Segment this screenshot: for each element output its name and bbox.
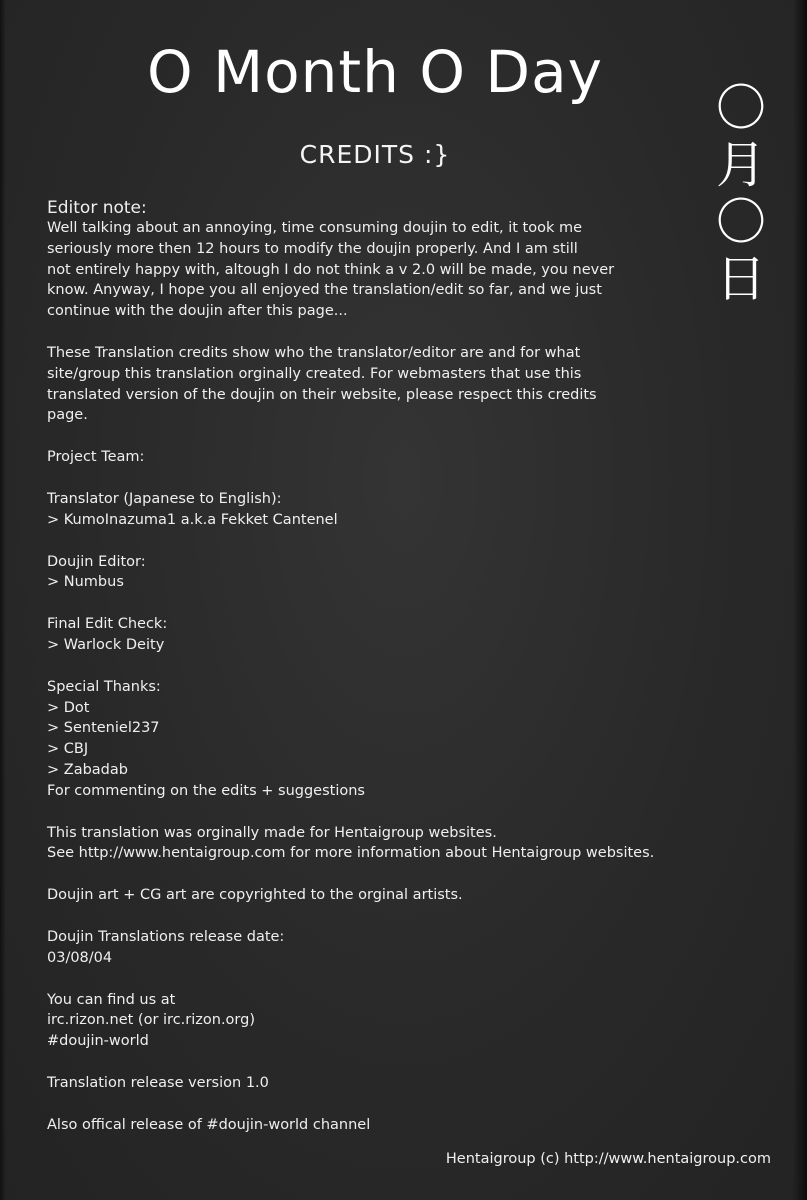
editor-note-line: Well talking about an annoying, time consuming doujin to edit, it took me: [47, 220, 583, 236]
credits-body: [47, 198, 747, 1136]
origin-line: This translation was orginally made for Hentaigroup websites.: [47, 824, 497, 841]
origin-line: See http://www.hentaigroup.com for more information about Hentaigroup websites.: [47, 845, 655, 862]
version-line: Translation release version 1.0: [47, 1074, 269, 1091]
special-thanks-name: > Dot: [47, 699, 90, 716]
contact-label: You can find us at: [47, 991, 176, 1008]
date-glyph-1: 〇: [716, 79, 766, 137]
editor-note-line: not entirely happy with, altough I do not think a v 2.0 will be made, you never: [47, 261, 615, 278]
release-date: 03/08/04: [47, 949, 113, 966]
special-thanks-name: > CBJ: [47, 741, 89, 758]
spacer: [47, 656, 747, 677]
special-thanks-name: > Zabadab: [47, 761, 128, 778]
spacer: [47, 468, 747, 489]
left-edge-shadow: [0, 0, 6, 1200]
spacer: [47, 1094, 747, 1115]
contact-channel: #doujin-world: [47, 1033, 149, 1050]
official-release-line: Also offical release of #doujin-world channel: [47, 1116, 371, 1133]
editor-name: > Numbus: [47, 574, 124, 591]
date-glyph-3: 〇: [716, 193, 766, 251]
spacer: [47, 1052, 747, 1073]
date-glyph-4: 日: [716, 250, 766, 308]
page-title: O Month O Day: [147, 38, 603, 106]
credits-info-line: page.: [47, 407, 88, 424]
credits-info-line: site/group this translation orginally created. For webmasters that use this: [47, 365, 582, 382]
footer-credit: Hentaigroup (c) http://www.hentaigroup.com: [445, 1151, 771, 1167]
editor-label: Doujin Editor:: [47, 553, 146, 570]
spacer: [47, 426, 747, 447]
spacer: [47, 864, 747, 885]
special-thanks-name: > Senteniel237: [47, 720, 160, 737]
spacer: [47, 802, 747, 823]
spacer: [47, 531, 747, 552]
spacer: [47, 906, 747, 927]
contact-server: irc.rizon.net (or irc.rizon.org): [47, 1012, 255, 1029]
spacer: [47, 322, 747, 343]
special-thanks-note: For commenting on the edits + suggestions: [47, 782, 365, 799]
copyright-line: Doujin art + CG art are copyrighted to the orginal artists.: [47, 887, 463, 904]
editor-note-line: seriously more then 12 hours to modify the doujin properly. And I am still: [47, 240, 578, 257]
editor-note-line: know. Anyway, I hope you all enjoyed the translation/edit so far, and we just: [47, 282, 602, 299]
translator-label: Translator (Japanese to English):: [47, 490, 282, 507]
final-check-label: Final Edit Check:: [47, 616, 168, 633]
credits-info-line: These Translation credits show who the translator/editor are and for what: [47, 344, 581, 361]
spacer: [47, 593, 747, 614]
credits-heading: CREDITS :}: [299, 140, 451, 169]
editor-note-line: continue with the doujin after this page...: [47, 303, 348, 320]
special-thanks-label: Special Thanks:: [47, 678, 161, 695]
right-edge-shadow: [793, 0, 807, 1200]
credits-info-line: translated version of the doujin on their website, please respect this credits: [47, 386, 597, 403]
editor-note-heading: Editor note:: [47, 198, 147, 218]
final-check-name: > Warlock Deity: [47, 636, 165, 653]
project-team-heading: Project Team:: [47, 449, 145, 466]
spacer: [47, 969, 747, 990]
translator-name: > KumoInazuma1 a.k.a Fekket Cantenel: [47, 511, 338, 528]
date-glyph-2: 月: [716, 136, 766, 194]
release-label: Doujin Translations release date:: [47, 928, 285, 945]
